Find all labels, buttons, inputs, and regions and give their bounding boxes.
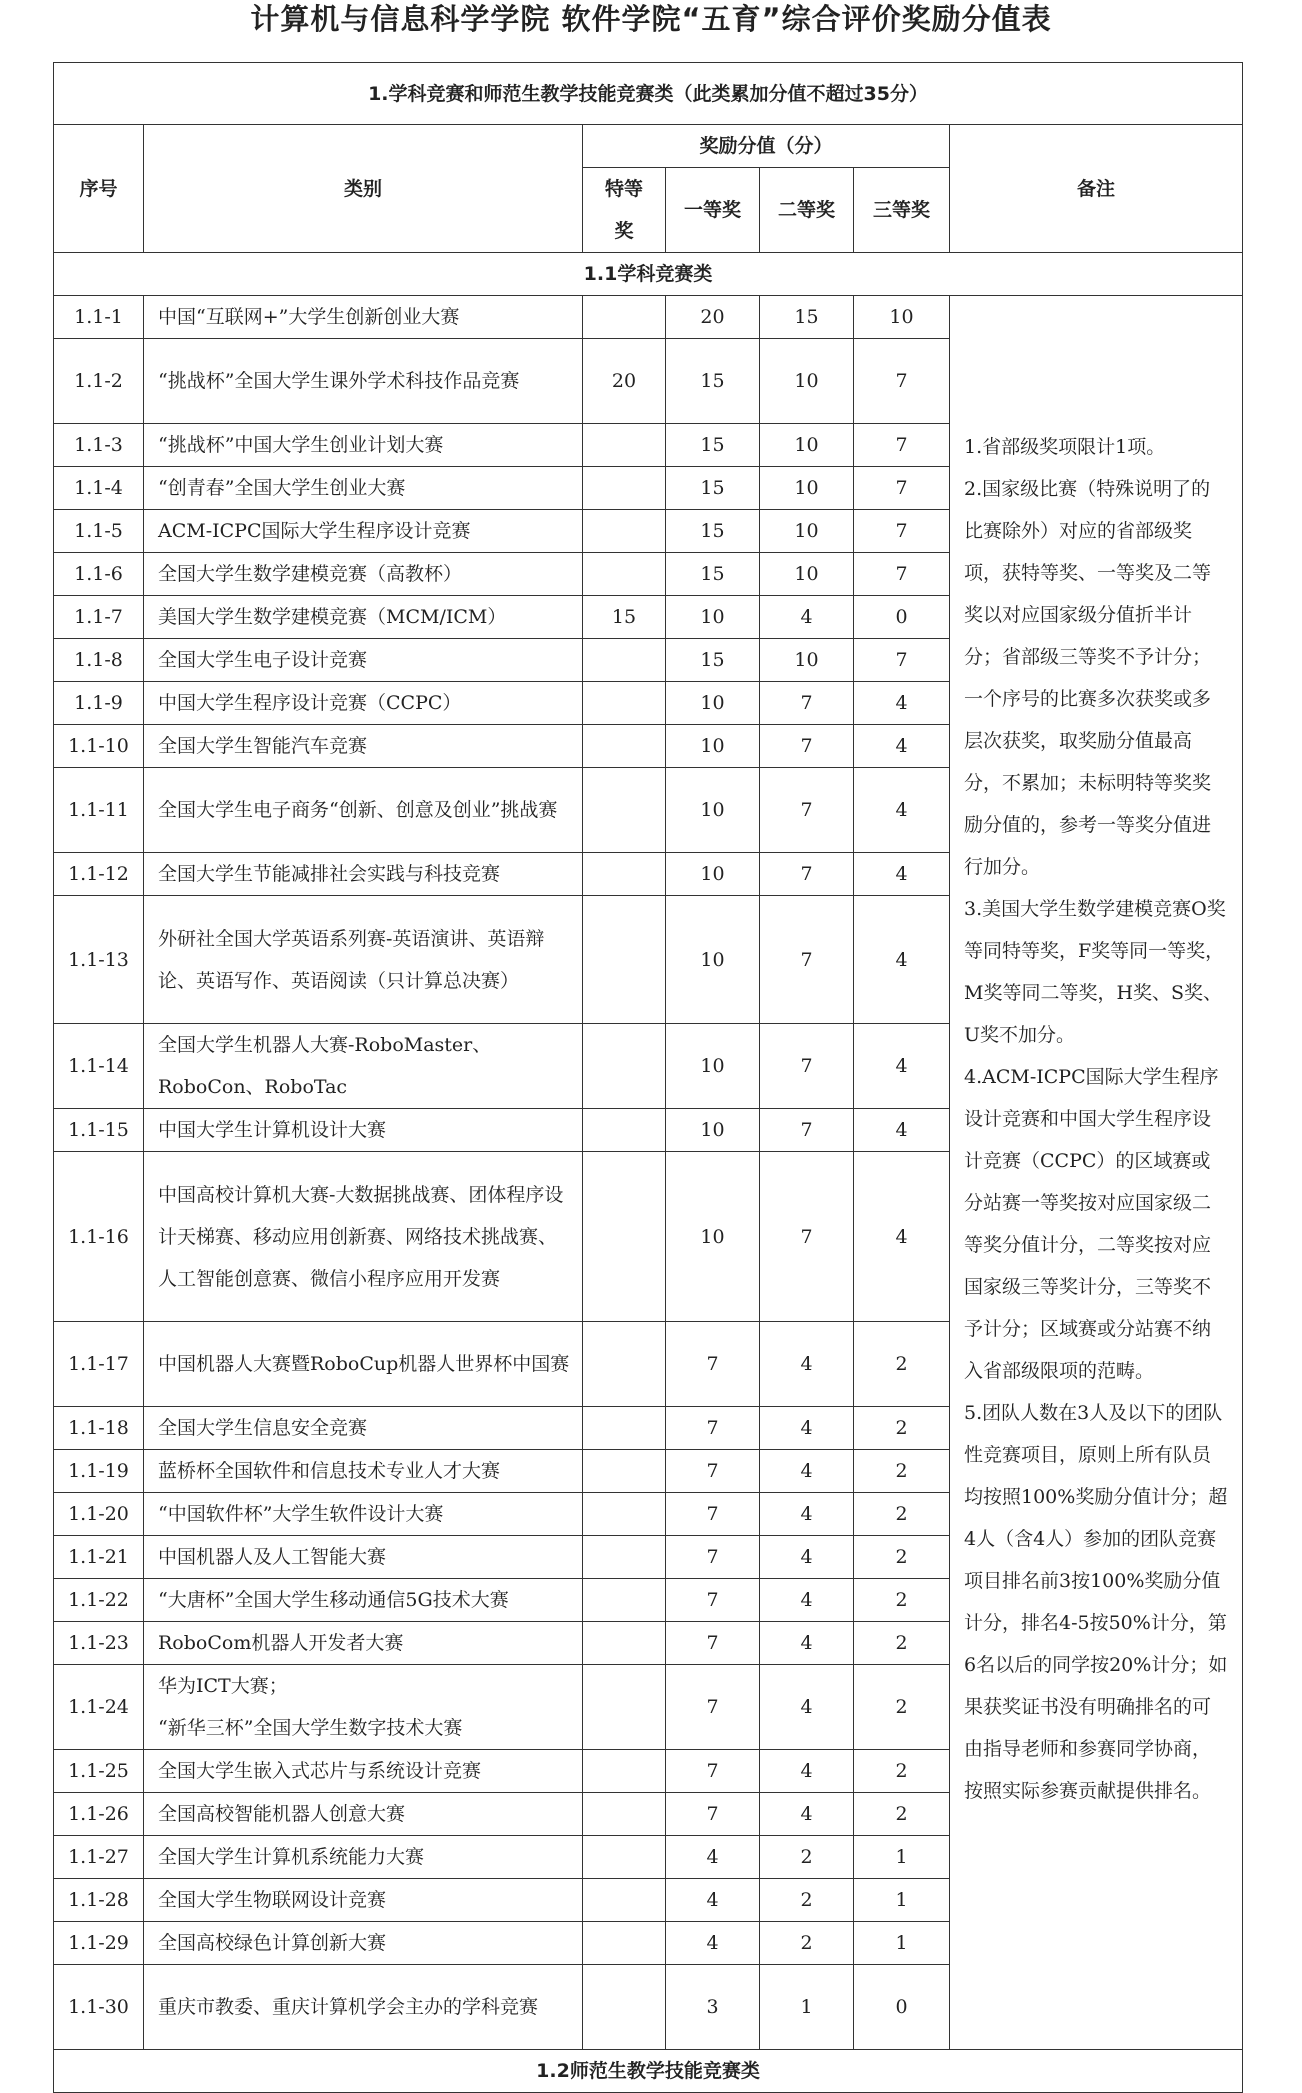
row-special-score (583, 296, 666, 339)
row-third-score: 2 (854, 1579, 950, 1622)
row-special-score (583, 1024, 666, 1109)
row-category: 全国大学生电子设计竞赛 (144, 639, 583, 682)
row-special-score (583, 896, 666, 1024)
row-second-score: 4 (760, 1536, 854, 1579)
row-special-score (583, 1665, 666, 1750)
row-first-score: 7 (666, 1493, 760, 1536)
row-third-score: 2 (854, 1407, 950, 1450)
row-second-score: 2 (760, 1879, 854, 1922)
row-third-score: 0 (854, 596, 950, 639)
row-category: 全国大学生物联网设计竞赛 (144, 1879, 583, 1922)
row-first-score: 15 (666, 467, 760, 510)
row-category: 全国高校绿色计算创新大赛 (144, 1922, 583, 1965)
row-third-score: 1 (854, 1922, 950, 1965)
row-category: “挑战杯”全国大学生课外学术科技作品竞赛 (144, 339, 583, 424)
award-table (53, 62, 1243, 2093)
row-category: 中国“互联网+”大学生创新创业大赛 (144, 296, 583, 339)
row-category: 全国大学生数学建模竞赛（高教杯） (144, 553, 583, 596)
row-first-score: 7 (666, 1793, 760, 1836)
row-second-score: 15 (760, 296, 854, 339)
row-first-score: 10 (666, 1109, 760, 1152)
row-second-score: 4 (760, 1622, 854, 1665)
row-third-score: 2 (854, 1750, 950, 1793)
row-third-score: 7 (854, 510, 950, 553)
row-seq: 1.1-1 (54, 296, 144, 339)
row-first-score: 10 (666, 596, 760, 639)
row-special-score (583, 1965, 666, 2050)
row-second-score: 10 (760, 339, 854, 424)
remarks-text: 1.省部级奖项限计1项。 2.国家级比赛（特殊说明了的比赛除外）对应的省部级奖项，获特等奖、一等奖及二等奖以对应国家级分值折半计分；省部级三等奖不予计分；一个序号的比赛多次获奖或多层次获奖，取奖励分值最高分，不累加；未标明特等奖奖励分值的，参考一等奖分值进行加分。 3.美国大学生数学建模竞赛O奖等同特等奖，F奖等同一等奖，M奖等同二等奖，H奖、S奖、U奖不加分。 4.ACM-ICPC国际大学生程序设计竞赛和中国大学生程序设计竞赛（CCPC）的区域赛或分站赛一等奖按对应国家级二等奖分值计分，二等奖按对应国家级三等奖计分，三等奖不予计分；区域赛或分站赛不纳入省部级限项的范畴。 5.团队人数在3人及以下的团队性竞赛项目，原则上所有队员均按照100%奖励分值计分；超4人（含4人）参加的团队竞赛项目排名前3按100%奖励分值计分，排名4-5按50%计分，第6名以后的同学按20%计分；如果获奖证书没有明确排名的可由指导老师和参赛同学协商，按照实际参赛贡献提供排名。 (950, 296, 1243, 2050)
row-special-score (583, 1450, 666, 1493)
row-seq: 1.1-13 (54, 896, 144, 1024)
row-category: 中国机器人大赛暨RoboCup机器人世界杯中国赛 (144, 1322, 583, 1407)
row-first-score: 7 (666, 1450, 760, 1493)
header-category: 类别 (144, 125, 583, 253)
row-first-score: 15 (666, 639, 760, 682)
header-remarks: 备注 (950, 125, 1243, 253)
row-seq: 1.1-17 (54, 1322, 144, 1407)
row-seq: 1.1-18 (54, 1407, 144, 1450)
row-seq: 1.1-14 (54, 1024, 144, 1109)
row-second-score: 4 (760, 1579, 854, 1622)
row-third-score: 4 (854, 1109, 950, 1152)
row-seq: 1.1-7 (54, 596, 144, 639)
row-first-score: 4 (666, 1836, 760, 1879)
row-category: 全国大学生机器人大赛-RoboMaster、RoboCon、RoboTac (144, 1024, 583, 1109)
row-category: RoboCom机器人开发者大赛 (144, 1622, 583, 1665)
table-row (54, 296, 1243, 339)
row-first-score: 4 (666, 1922, 760, 1965)
row-category: 中国大学生程序设计竞赛（CCPC） (144, 682, 583, 725)
subsection-heading: 1.2师范生教学技能竞赛类 (54, 2050, 1243, 2093)
row-category: 外研社全国大学英语系列赛-英语演讲、英语辩论、英语写作、英语阅读（只计算总决赛） (144, 896, 583, 1024)
row-category: 蓝桥杯全国软件和信息技术专业人才大赛 (144, 1450, 583, 1493)
row-second-score: 1 (760, 1965, 854, 2050)
row-seq: 1.1-5 (54, 510, 144, 553)
row-seq: 1.1-19 (54, 1450, 144, 1493)
row-second-score: 10 (760, 510, 854, 553)
row-third-score: 2 (854, 1622, 950, 1665)
row-second-score: 10 (760, 639, 854, 682)
row-second-score: 4 (760, 596, 854, 639)
row-third-score: 2 (854, 1665, 950, 1750)
row-third-score: 7 (854, 424, 950, 467)
row-second-score: 10 (760, 553, 854, 596)
row-third-score: 2 (854, 1793, 950, 1836)
row-seq: 1.1-4 (54, 467, 144, 510)
row-seq: 1.1-16 (54, 1152, 144, 1322)
row-special-score (583, 1536, 666, 1579)
row-second-score: 7 (760, 896, 854, 1024)
row-seq: 1.1-23 (54, 1622, 144, 1665)
row-third-score: 7 (854, 639, 950, 682)
row-third-score: 4 (854, 1152, 950, 1322)
row-first-score: 10 (666, 682, 760, 725)
row-second-score: 4 (760, 1665, 854, 1750)
row-seq: 1.1-2 (54, 339, 144, 424)
row-seq: 1.1-22 (54, 1579, 144, 1622)
row-special-score (583, 553, 666, 596)
row-first-score: 15 (666, 424, 760, 467)
row-seq: 1.1-12 (54, 853, 144, 896)
row-category: 中国机器人及人工智能大赛 (144, 1536, 583, 1579)
row-category: 全国高校智能机器人创意大赛 (144, 1793, 583, 1836)
row-category: 重庆市教委、重庆计算机学会主办的学科竞赛 (144, 1965, 583, 2050)
row-first-score: 15 (666, 553, 760, 596)
row-category: 中国大学生计算机设计大赛 (144, 1109, 583, 1152)
page-title: 计算机与信息科学学院 软件学院“五育”综合评价奖励分值表 (250, 2, 1052, 36)
row-special-score (583, 1322, 666, 1407)
header-award-score: 奖励分值（分） (583, 125, 950, 168)
header-seq: 序号 (54, 125, 144, 253)
row-special-score (583, 682, 666, 725)
row-third-score: 1 (854, 1836, 950, 1879)
row-category: “挑战杯”中国大学生创业计划大赛 (144, 424, 583, 467)
section-heading: 1.学科竞赛和师范生教学技能竞赛类（此类累加分值不超过35分） (54, 63, 1243, 125)
row-second-score: 4 (760, 1322, 854, 1407)
row-first-score: 10 (666, 1152, 760, 1322)
row-seq: 1.1-10 (54, 725, 144, 768)
row-second-score: 7 (760, 768, 854, 853)
row-first-score: 7 (666, 1407, 760, 1450)
row-third-score: 2 (854, 1322, 950, 1407)
row-third-score: 4 (854, 725, 950, 768)
row-seq: 1.1-25 (54, 1750, 144, 1793)
row-third-score: 4 (854, 768, 950, 853)
row-seq: 1.1-30 (54, 1965, 144, 2050)
row-second-score: 2 (760, 1922, 854, 1965)
row-special-score (583, 1836, 666, 1879)
row-first-score: 7 (666, 1665, 760, 1750)
row-first-score: 10 (666, 896, 760, 1024)
row-seq: 1.1-24 (54, 1665, 144, 1750)
row-second-score: 7 (760, 725, 854, 768)
row-special-score (583, 510, 666, 553)
row-seq: 1.1-6 (54, 553, 144, 596)
row-special-score (583, 853, 666, 896)
row-third-score: 1 (854, 1879, 950, 1922)
header-special: 特等奖 (583, 168, 666, 253)
row-third-score: 0 (854, 1965, 950, 2050)
row-special-score (583, 1922, 666, 1965)
row-first-score: 10 (666, 768, 760, 853)
row-first-score: 7 (666, 1622, 760, 1665)
row-third-score: 2 (854, 1450, 950, 1493)
header-first: 一等奖 (666, 168, 760, 253)
row-third-score: 7 (854, 339, 950, 424)
row-first-score: 7 (666, 1322, 760, 1407)
row-second-score: 4 (760, 1493, 854, 1536)
row-seq: 1.1-26 (54, 1793, 144, 1836)
row-special-score (583, 639, 666, 682)
row-third-score: 4 (854, 896, 950, 1024)
row-first-score: 10 (666, 725, 760, 768)
row-seq: 1.1-27 (54, 1836, 144, 1879)
row-category: 美国大学生数学建模竞赛（MCM/ICM） (144, 596, 583, 639)
row-second-score: 4 (760, 1750, 854, 1793)
row-second-score: 4 (760, 1450, 854, 1493)
row-seq: 1.1-21 (54, 1536, 144, 1579)
row-first-score: 15 (666, 510, 760, 553)
row-category: ACM-ICPC国际大学生程序设计竞赛 (144, 510, 583, 553)
row-seq: 1.1-8 (54, 639, 144, 682)
row-category: 全国大学生嵌入式芯片与系统设计竞赛 (144, 1750, 583, 1793)
row-special-score: 20 (583, 339, 666, 424)
subsection-heading: 1.1学科竞赛类 (54, 253, 1243, 296)
row-seq: 1.1-3 (54, 424, 144, 467)
row-first-score: 7 (666, 1579, 760, 1622)
row-category: 全国大学生节能减排社会实践与科技竞赛 (144, 853, 583, 896)
row-category: “创青春”全国大学生创业大赛 (144, 467, 583, 510)
row-second-score: 4 (760, 1407, 854, 1450)
row-special-score (583, 1407, 666, 1450)
row-third-score: 2 (854, 1536, 950, 1579)
row-category: 全国大学生计算机系统能力大赛 (144, 1836, 583, 1879)
row-second-score: 7 (760, 682, 854, 725)
row-seq: 1.1-9 (54, 682, 144, 725)
row-first-score: 7 (666, 1750, 760, 1793)
row-third-score: 7 (854, 467, 950, 510)
row-third-score: 10 (854, 296, 950, 339)
row-first-score: 10 (666, 853, 760, 896)
row-first-score: 20 (666, 296, 760, 339)
row-special-score (583, 725, 666, 768)
row-first-score: 10 (666, 1024, 760, 1109)
row-special-score (583, 1793, 666, 1836)
row-third-score: 7 (854, 553, 950, 596)
row-third-score: 2 (854, 1493, 950, 1536)
header-second: 二等奖 (760, 168, 854, 253)
row-category: “大唐杯”全国大学生移动通信5G技术大赛 (144, 1579, 583, 1622)
row-seq: 1.1-29 (54, 1922, 144, 1965)
row-special-score (583, 1579, 666, 1622)
row-special-score (583, 768, 666, 853)
row-second-score: 7 (760, 1109, 854, 1152)
row-special-score (583, 1750, 666, 1793)
row-special-score (583, 424, 666, 467)
row-category: 全国大学生智能汽车竞赛 (144, 725, 583, 768)
row-seq: 1.1-20 (54, 1493, 144, 1536)
row-special-score (583, 1879, 666, 1922)
row-special-score (583, 1109, 666, 1152)
row-second-score: 7 (760, 1024, 854, 1109)
row-third-score: 4 (854, 682, 950, 725)
row-special-score (583, 1493, 666, 1536)
row-second-score: 4 (760, 1793, 854, 1836)
row-special-score (583, 1622, 666, 1665)
header-third: 三等奖 (854, 168, 950, 253)
row-category: 全国大学生信息安全竞赛 (144, 1407, 583, 1450)
row-category: 中国高校计算机大赛-大数据挑战赛、团体程序设计天梯赛、移动应用创新赛、网络技术挑战赛、人工智能创意赛、微信小程序应用开发赛 (144, 1152, 583, 1322)
row-first-score: 7 (666, 1536, 760, 1579)
row-special-score (583, 1152, 666, 1322)
row-category: “中国软件杯”大学生软件设计大赛 (144, 1493, 583, 1536)
row-first-score: 15 (666, 339, 760, 424)
row-second-score: 7 (760, 853, 854, 896)
row-category: 全国大学生电子商务“创新、创意及创业”挑战赛 (144, 768, 583, 853)
row-seq: 1.1-11 (54, 768, 144, 853)
row-seq: 1.1-15 (54, 1109, 144, 1152)
row-second-score: 10 (760, 467, 854, 510)
row-special-score: 15 (583, 596, 666, 639)
row-second-score: 7 (760, 1152, 854, 1322)
row-third-score: 4 (854, 853, 950, 896)
row-first-score: 3 (666, 1965, 760, 2050)
row-category: 华为ICT大赛； “新华三杯”全国大学生数字技术大赛 (144, 1665, 583, 1750)
row-second-score: 2 (760, 1836, 854, 1879)
row-special-score (583, 467, 666, 510)
row-seq: 1.1-28 (54, 1879, 144, 1922)
row-second-score: 10 (760, 424, 854, 467)
row-third-score: 4 (854, 1024, 950, 1109)
row-first-score: 4 (666, 1879, 760, 1922)
